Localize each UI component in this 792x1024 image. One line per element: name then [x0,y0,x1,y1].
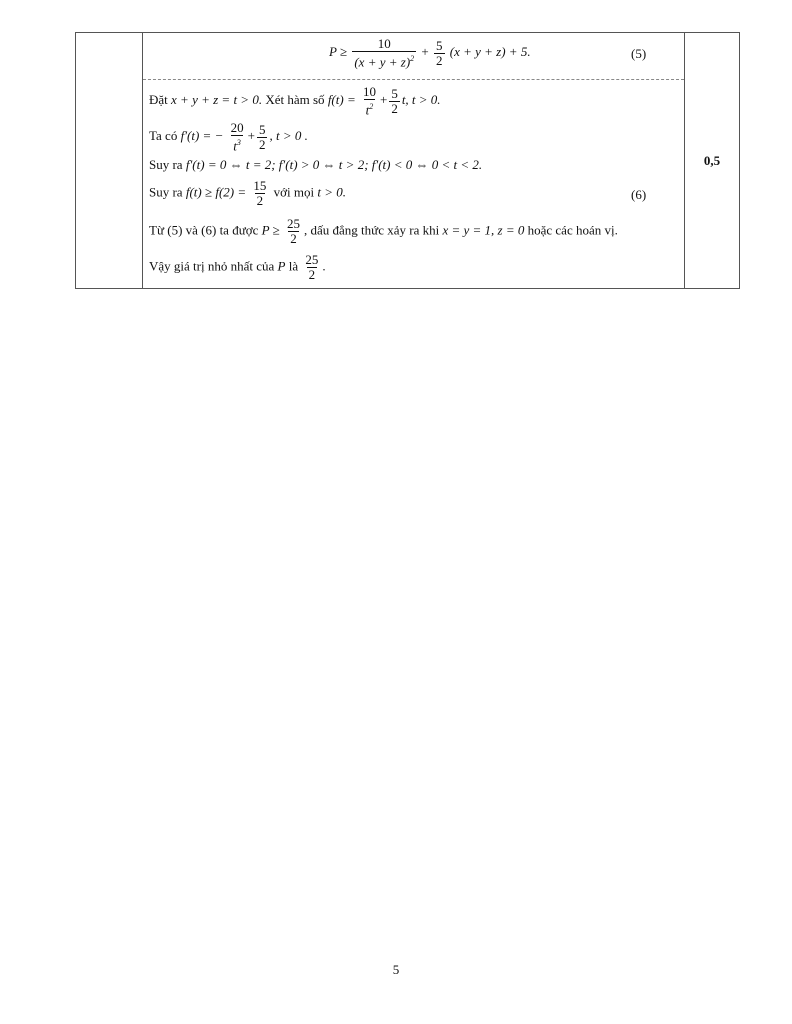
fraction: $\frac{5}{2}$ [258,121,266,152]
score-value: 0,5 [703,152,721,168]
fraction: $\frac{10}{t^2}$ [362,84,376,118]
solution-line-2: Ta có f′(t) = − $\frac{20}{t^3}$ + $\frac{5}{2}$ , t > 0 . [149,120,308,154]
solution-line-3: Suy ra f′(t) = 0 ⇔ t = 2; f′(t) > 0 ⇔ t > 2; f′(t) < 0 ⇔ 0 < t < 2. [149,157,483,172]
answer-table [75,32,740,289]
fraction: $\frac{25}{2}$ [305,252,319,282]
equation-tag-5: (5) [631,46,647,61]
fraction: $\frac{5}{2}$ [436,37,443,68]
solution-line-4: Suy ra f(t) ≥ f(2) = $\frac{15}{2}$ với mọi t > 0. [149,178,347,208]
solution-line-1: Đặt x + y + z = t > 0. Xét hàm số f(t) = $\frac{10}{t^2}$ + $\frac{5}{2}$ t, t > 0. [149,84,441,118]
equation-5: P ≥ $\frac{10}{(x + y + z)^2}$ + $\frac{5}{2}$ (x + y + z) + 5. [329,36,531,70]
fraction: $\frac{20}{t^3}$ [230,120,244,154]
question-number-cell [76,33,143,289]
solution-line-6: Vậy giá trị nhỏ nhất của P là $\frac{25}{2}$ . [149,252,326,282]
fraction: $\frac{25}{2}$ [287,216,300,246]
page-number: 5 [392,962,400,977]
fraction: $\frac{5}{2}$ [391,85,398,116]
fraction: $\frac{15}{2}$ [253,178,267,208]
score-cell [685,33,740,289]
dashed-separator [143,79,684,80]
equation-tag-6: (6) [631,187,647,202]
solution-content-cell [143,33,685,289]
solution-line-5: Từ (5) và (6) ta được P ≥ $\frac{25}{2}$ , dấu đẳng thức xảy ra khi x = y = 1, z = 0 hoặc các hoán vị. [149,216,618,246]
fraction: $\frac{10}{(x + y + z)^2}$ [354,36,415,70]
